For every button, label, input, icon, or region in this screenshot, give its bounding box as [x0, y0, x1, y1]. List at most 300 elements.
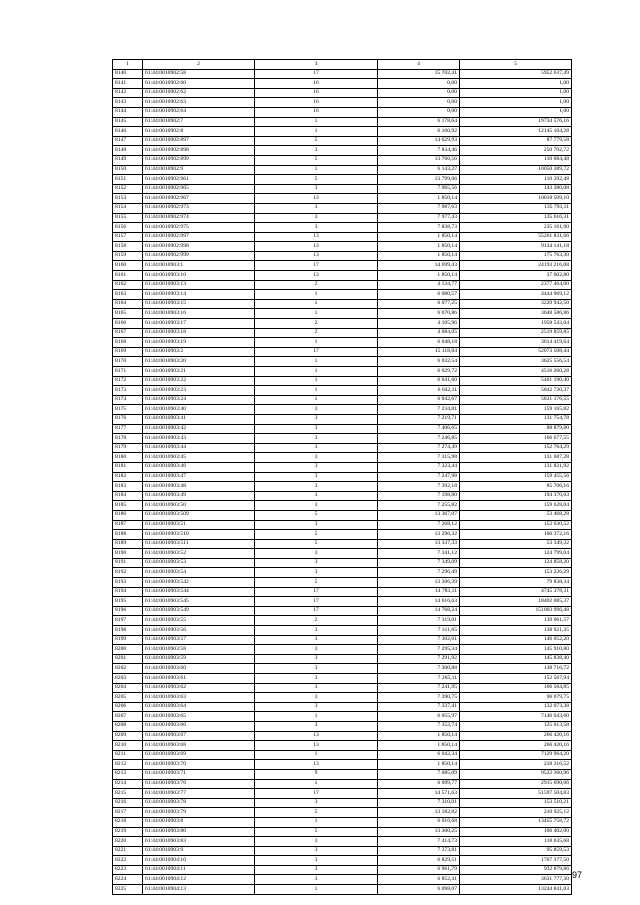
specific-value-cell: 7 337,41 — [378, 702, 460, 712]
total-value-cell: 159 455,56 — [460, 472, 572, 482]
table-row — [113, 520, 572, 530]
group-code-cell: 3 — [255, 856, 378, 866]
table-row — [113, 693, 572, 703]
total-value-cell: 175 763,30 — [460, 251, 572, 261]
header-cell-4: 4 — [378, 60, 460, 70]
total-value-cell: 194 370,03 — [460, 491, 572, 501]
table-row — [113, 769, 572, 779]
specific-value-cell: 1 850,14 — [378, 251, 460, 261]
total-value-cell: 5831 176,55 — [460, 395, 572, 405]
cadastral-number-cell: 61:44:0010903:18 — [143, 328, 255, 338]
group-code-cell: 1 — [255, 290, 378, 300]
row-number-cell: 8171 — [113, 367, 143, 377]
total-value-cell: 135 793,11 — [460, 203, 572, 213]
specific-value-cell: 14 629,93 — [378, 136, 460, 146]
cadastral-number-cell: 61:44:0010903:77 — [143, 789, 255, 799]
group-code-cell: 3 — [255, 837, 378, 847]
row-number-cell: 8175 — [113, 405, 143, 415]
cadastral-number-cell: 61:44:0010903:48 — [143, 482, 255, 492]
total-value-cell: 7146 043,60 — [460, 712, 572, 722]
group-code-cell: 3 — [255, 558, 378, 568]
total-value-cell: 152 567,94 — [460, 674, 572, 684]
specific-value-cell: 7 392,18 — [378, 482, 460, 492]
table-row — [113, 741, 572, 751]
group-code-cell: 1 — [255, 338, 378, 348]
row-number-cell: 8154 — [113, 203, 143, 213]
table-row — [113, 568, 572, 578]
table-row — [113, 184, 572, 194]
cadastral-number-cell: 61:44:0010902:897 — [143, 136, 255, 146]
row-number-cell: 8169 — [113, 347, 143, 357]
total-value-cell: 139 061,57 — [460, 616, 572, 626]
total-value-cell: 51597 504,83 — [460, 789, 572, 799]
row-number-cell: 8224 — [113, 875, 143, 885]
table-row — [113, 309, 572, 319]
specific-value-cell: 14 783,11 — [378, 587, 460, 597]
specific-value-cell: 7 198,80 — [378, 491, 460, 501]
total-value-cell: 1958 543,04 — [460, 319, 572, 329]
specific-value-cell: 7 234,81 — [378, 405, 460, 415]
header-cell-5: 5 — [460, 60, 572, 70]
total-value-cell: 218 316,52 — [460, 760, 572, 770]
specific-value-cell: 6 178,64 — [378, 117, 460, 127]
group-code-cell: 3 — [255, 568, 378, 578]
specific-value-cell: 13 306,39 — [378, 578, 460, 588]
cadastral-number-cell: 61:44:0010903:509 — [143, 510, 255, 520]
cadastral-number-cell: 61:44:0010903:66 — [143, 721, 255, 731]
row-number-cell: 8218 — [113, 817, 143, 827]
specific-value-cell: 7 838,73 — [378, 223, 460, 233]
cadastral-number-cell: 61:44:0010903:64 — [143, 702, 255, 712]
group-code-cell: 3 — [255, 405, 378, 415]
specific-value-cell: 7 291,92 — [378, 654, 460, 664]
group-code-cell: 3 — [255, 491, 378, 501]
table-row — [113, 731, 572, 741]
total-value-cell: 3614 419,64 — [460, 338, 572, 348]
row-number-cell: 8198 — [113, 626, 143, 636]
group-code-cell: 16 — [255, 107, 378, 117]
group-code-cell: 17 — [255, 261, 378, 271]
group-code-cell: 3 — [255, 203, 378, 213]
specific-value-cell: 14 699,43 — [378, 261, 460, 271]
total-value-cell: 151003 996,48 — [460, 606, 572, 616]
specific-value-cell: 6 029,72 — [378, 367, 460, 377]
table-row — [113, 194, 572, 204]
cadastral-number-cell: 61:44:0010903:79 — [143, 808, 255, 818]
header-cell-1: 1 — [113, 60, 143, 70]
specific-value-cell: 6 048,18 — [378, 338, 460, 348]
group-code-cell: 3 — [255, 721, 378, 731]
specific-value-cell: 15 702,41 — [378, 69, 460, 79]
table-row — [113, 856, 572, 866]
table-row — [113, 798, 572, 808]
group-code-cell: 1 — [255, 376, 378, 386]
specific-value-cell: 13 337,33 — [378, 539, 460, 549]
total-value-cell: 118 635,68 — [460, 837, 572, 847]
group-code-cell: 3 — [255, 462, 378, 472]
specific-value-cell: 1 850,14 — [378, 731, 460, 741]
specific-value-cell: 6 042,67 — [378, 395, 460, 405]
total-value-cell: 159 165,82 — [460, 405, 572, 415]
cadastral-number-cell: 61:44:0010903:76 — [143, 779, 255, 789]
table-row — [113, 808, 572, 818]
group-code-cell: 1 — [255, 309, 378, 319]
group-code-cell: 1 — [255, 885, 378, 895]
total-value-cell: 1,00 — [460, 98, 572, 108]
total-value-cell: 7129 964,20 — [460, 750, 572, 760]
group-code-cell: 3 — [255, 683, 378, 693]
total-value-cell: 131 821,92 — [460, 462, 572, 472]
group-code-cell: 1 — [255, 127, 378, 137]
cadastral-number-cell: 61:44:0010903:80 — [143, 827, 255, 837]
row-number-cell: 8182 — [113, 472, 143, 482]
specific-value-cell: 7 268,12 — [378, 520, 460, 530]
cadastral-number-cell: 61:44:0010903:24 — [143, 395, 255, 405]
cadastral-number-cell: 61:44:0010904:10 — [143, 856, 255, 866]
total-value-cell: 24193 216,08 — [460, 261, 572, 271]
total-value-cell: 1,00 — [460, 107, 572, 117]
table-row — [113, 664, 572, 674]
total-value-cell: 250 702,72 — [460, 146, 572, 156]
total-value-cell: 235 161,90 — [460, 223, 572, 233]
cadastral-number-cell: 61:44:0010903:14 — [143, 290, 255, 300]
total-value-cell: 145 910,80 — [460, 645, 572, 655]
row-number-cell: 8153 — [113, 194, 143, 204]
total-value-cell: 124 858,20 — [460, 558, 572, 568]
row-number-cell: 8173 — [113, 386, 143, 396]
group-code-cell: 1 — [255, 117, 378, 127]
cadastral-number-cell: 61:44:0010903:68 — [143, 741, 255, 751]
table-row — [113, 242, 572, 252]
group-code-cell: 3 — [255, 453, 378, 463]
row-number-cell: 8177 — [113, 424, 143, 434]
table-row — [113, 635, 572, 645]
row-number-cell: 8203 — [113, 674, 143, 684]
group-code-cell: 17 — [255, 606, 378, 616]
specific-value-cell: 6 099,77 — [378, 779, 460, 789]
row-number-cell: 8167 — [113, 328, 143, 338]
specific-value-cell: 7 319,01 — [378, 616, 460, 626]
group-code-cell: 5 — [255, 808, 378, 818]
total-value-cell: 266 420,16 — [460, 741, 572, 751]
cadastral-number-cell: 61:44:0010903:40 — [143, 405, 255, 415]
cadastral-number-cell: 61:44:0010902:973 — [143, 203, 255, 213]
row-number-cell: 8217 — [113, 808, 143, 818]
row-number-cell: 8183 — [113, 482, 143, 492]
specific-value-cell: 7 341,12 — [378, 549, 460, 559]
table-body — [113, 69, 572, 894]
group-code-cell: 1 — [255, 357, 378, 367]
total-value-cell: 2519 859,85 — [460, 328, 572, 338]
row-number-cell: 8158 — [113, 242, 143, 252]
specific-value-cell: 7 302,61 — [378, 635, 460, 645]
table-row — [113, 443, 572, 453]
group-code-cell: 3 — [255, 674, 378, 684]
total-value-cell: 3648 586,86 — [460, 309, 572, 319]
table-row — [113, 271, 572, 281]
cadastral-number-cell: 61:44:0010903:51 — [143, 520, 255, 530]
specific-value-cell: 1 850,14 — [378, 271, 460, 281]
cadastral-number-cell: 61:44:0010903:19 — [143, 338, 255, 348]
specific-value-cell: 7 219,71 — [378, 414, 460, 424]
table-row — [113, 261, 572, 271]
group-code-cell: 3 — [255, 865, 378, 875]
cadastral-number-cell: 61:44:0010902:975 — [143, 223, 255, 233]
total-value-cell: 88 879,80 — [460, 424, 572, 434]
specific-value-cell: 14 616,63 — [378, 597, 460, 607]
cadastral-number-cell: 61:44:0010902:965 — [143, 184, 255, 194]
row-number-cell: 8143 — [113, 98, 143, 108]
group-code-cell: 3 — [255, 846, 378, 856]
row-number-cell: 8163 — [113, 290, 143, 300]
row-number-cell: 8204 — [113, 683, 143, 693]
table-row — [113, 107, 572, 117]
total-value-cell: 1,00 — [460, 88, 572, 98]
cadastral-number-cell: 61:44:0010903:65 — [143, 712, 255, 722]
cadastral-number-cell: 61:44:0010902:974 — [143, 213, 255, 223]
group-code-cell: 3 — [255, 424, 378, 434]
specific-value-cell: 6 961,79 — [378, 865, 460, 875]
group-code-cell: 1 — [255, 165, 378, 175]
cadastral-number-cell: 61:44:0010903:59 — [143, 654, 255, 664]
group-code-cell: 16 — [255, 98, 378, 108]
total-value-cell: 55261 831,66 — [460, 232, 572, 242]
table-row — [113, 472, 572, 482]
row-number-cell: 8165 — [113, 309, 143, 319]
row-number-cell: 8144 — [113, 107, 143, 117]
row-number-cell: 8147 — [113, 136, 143, 146]
table-row — [113, 357, 572, 367]
total-value-cell: 3220 942,50 — [460, 299, 572, 309]
row-number-cell: 8162 — [113, 280, 143, 290]
cadastral-number-cell: 61:44:0010903:46 — [143, 462, 255, 472]
cadastral-number-cell: 61:44:0010903:60 — [143, 664, 255, 674]
table-row — [113, 779, 572, 789]
data-table — [112, 59, 572, 895]
specific-value-cell: 7 315,98 — [378, 453, 460, 463]
cadastral-number-cell: 61:44:0010903:9 — [143, 846, 255, 856]
total-value-cell: 53 468,28 — [460, 510, 572, 520]
table-row — [113, 98, 572, 108]
total-value-cell: 106 372,16 — [460, 530, 572, 540]
row-number-cell: 8142 — [113, 88, 143, 98]
total-value-cell: 135 616,31 — [460, 213, 572, 223]
table-row — [113, 328, 572, 338]
cadastral-number-cell: 61:44:0010903:54 — [143, 568, 255, 578]
total-value-cell: 166 677,55 — [460, 434, 572, 444]
group-code-cell: 1 — [255, 750, 378, 760]
group-code-cell: 3 — [255, 654, 378, 664]
cadastral-number-cell: 61:44:0010903:43 — [143, 434, 255, 444]
specific-value-cell: 7 300,88 — [378, 664, 460, 674]
cadastral-number-cell: 61:44:0010903:511 — [143, 539, 255, 549]
row-number-cell: 8140 — [113, 69, 143, 79]
cadastral-number-cell: 61:44:0010903:71 — [143, 769, 255, 779]
cadastral-number-cell: 61:44:0010903:549 — [143, 606, 255, 616]
group-code-cell: 5 — [255, 530, 378, 540]
table-row — [113, 136, 572, 146]
total-value-cell: 95 859,53 — [460, 846, 572, 856]
row-number-cell: 8189 — [113, 539, 143, 549]
group-code-cell: 3 — [255, 414, 378, 424]
total-value-cell: 138 716,72 — [460, 664, 572, 674]
group-code-cell: 3 — [255, 626, 378, 636]
total-value-cell: 37 002,80 — [460, 271, 572, 281]
row-number-cell: 8197 — [113, 616, 143, 626]
cadastral-number-cell: 61:44:0010903:52 — [143, 549, 255, 559]
row-number-cell: 8194 — [113, 587, 143, 597]
table-row — [113, 865, 572, 875]
table-row — [113, 549, 572, 559]
specific-value-cell: 4 105,96 — [378, 319, 460, 329]
group-code-cell: 3 — [255, 645, 378, 655]
cadastral-number-cell: 61:44:0010903:70 — [143, 760, 255, 770]
specific-value-cell: 1 850,14 — [378, 194, 460, 204]
specific-value-cell: 13 766,56 — [378, 155, 460, 165]
table-row — [113, 386, 572, 396]
specific-value-cell: 7 977,43 — [378, 213, 460, 223]
specific-value-cell: 7 085,09 — [378, 769, 460, 779]
total-value-cell: 110 084,48 — [460, 155, 572, 165]
table-row — [113, 482, 572, 492]
group-code-cell: 3 — [255, 520, 378, 530]
row-number-cell: 8164 — [113, 299, 143, 309]
row-number-cell: 8215 — [113, 789, 143, 799]
group-code-cell: 5 — [255, 539, 378, 549]
table-row — [113, 674, 572, 684]
group-code-cell: 13 — [255, 741, 378, 751]
row-number-cell: 8168 — [113, 338, 143, 348]
cadastral-number-cell: 61:44:0010903:50 — [143, 501, 255, 511]
table-row — [113, 395, 572, 405]
cadastral-number-cell: 61:44:0010904:13 — [143, 885, 255, 895]
cadastral-number-cell: 61:44:0010903:44 — [143, 443, 255, 453]
row-number-cell: 8141 — [113, 79, 143, 89]
specific-value-cell: 1 850,14 — [378, 741, 460, 751]
table-row — [113, 203, 572, 213]
row-number-cell: 8178 — [113, 434, 143, 444]
specific-value-cell: 7 255,82 — [378, 501, 460, 511]
specific-value-cell: 7 390,75 — [378, 693, 460, 703]
cadastral-number-cell: 61:44:0010902:8 — [143, 127, 255, 137]
cadastral-number-cell: 61:44:0010902:961 — [143, 175, 255, 185]
group-code-cell: 3 — [255, 875, 378, 885]
total-value-cell: 10018 509,10 — [460, 194, 572, 204]
specific-value-cell: 0,00 — [378, 88, 460, 98]
table-row — [113, 846, 572, 856]
total-value-cell: 131 687,28 — [460, 453, 572, 463]
total-value-cell: 159 628,04 — [460, 501, 572, 511]
cadastral-number-cell: 61:44:0010902:64 — [143, 107, 255, 117]
specific-value-cell: 7 247,98 — [378, 472, 460, 482]
cadastral-number-cell: 61:44:0010902:58 — [143, 69, 255, 79]
specific-value-cell: 7 323,44 — [378, 462, 460, 472]
total-value-cell: 85 706,16 — [460, 482, 572, 492]
table-row — [113, 155, 572, 165]
table-row — [113, 558, 572, 568]
total-value-cell: 5842 720,37 — [460, 386, 572, 396]
table-row — [113, 578, 572, 588]
cadastral-number-cell: 61:44:0010902:60 — [143, 79, 255, 89]
cadastral-number-cell: 61:44:0010903:8 — [143, 817, 255, 827]
table-row — [113, 645, 572, 655]
cadastral-number-cell: 61:44:0010902:998 — [143, 242, 255, 252]
row-number-cell: 8221 — [113, 846, 143, 856]
specific-value-cell: 6 077,25 — [378, 299, 460, 309]
specific-value-cell: 6 041,60 — [378, 376, 460, 386]
row-number-cell: 8200 — [113, 645, 143, 655]
table-row — [113, 79, 572, 89]
total-value-cell: 166 564,85 — [460, 683, 572, 693]
table-row — [113, 510, 572, 520]
total-value-cell: 4444 969,12 — [460, 290, 572, 300]
table-row — [113, 885, 572, 895]
total-value-cell: 18402 085,37 — [460, 597, 572, 607]
table-row — [113, 530, 572, 540]
table-row — [113, 817, 572, 827]
cadastral-number-cell: 61:44:0010904:11 — [143, 865, 255, 875]
cadastral-number-cell: 61:44:0010903:15 — [143, 299, 255, 309]
row-number-cell: 8146 — [113, 127, 143, 137]
specific-value-cell: 7 241,95 — [378, 683, 460, 693]
cadastral-number-cell: 61:44:0010903:56 — [143, 626, 255, 636]
specific-value-cell: 0,00 — [378, 98, 460, 108]
specific-value-cell: 7 246,85 — [378, 434, 460, 444]
row-number-cell: 8214 — [113, 779, 143, 789]
table-row — [113, 69, 572, 79]
total-value-cell: 53 349,32 — [460, 539, 572, 549]
row-number-cell: 8193 — [113, 578, 143, 588]
row-number-cell: 8220 — [113, 837, 143, 847]
group-code-cell: 3 — [255, 184, 378, 194]
total-value-cell: 5401 190,40 — [460, 376, 572, 386]
total-value-cell: 19734 576,16 — [460, 117, 572, 127]
row-number-cell: 8187 — [113, 520, 143, 530]
group-code-cell: 2 — [255, 328, 378, 338]
group-code-cell: 13 — [255, 760, 378, 770]
row-number-cell: 8181 — [113, 462, 143, 472]
total-value-cell: 9134 141,18 — [460, 242, 572, 252]
row-number-cell: 8184 — [113, 491, 143, 501]
group-code-cell: 3 — [255, 501, 378, 511]
row-number-cell: 8170 — [113, 357, 143, 367]
row-number-cell: 8179 — [113, 443, 143, 453]
group-code-cell: 5 — [255, 827, 378, 837]
group-code-cell: 16 — [255, 88, 378, 98]
total-value-cell: 1,00 — [460, 79, 572, 89]
row-number-cell: 8209 — [113, 731, 143, 741]
row-number-cell: 8213 — [113, 769, 143, 779]
cadastral-number-cell: 61:44:0010902:63 — [143, 98, 255, 108]
table-row — [113, 597, 572, 607]
cadastral-number-cell: 61:44:0010903:16 — [143, 309, 255, 319]
cadastral-number-cell: 61:44:0010903:69 — [143, 750, 255, 760]
row-number-cell: 8157 — [113, 232, 143, 242]
table-row — [113, 127, 572, 137]
row-number-cell: 8176 — [113, 414, 143, 424]
row-number-cell: 8212 — [113, 760, 143, 770]
cadastral-number-cell: 61:44:0010903:41 — [143, 414, 255, 424]
group-code-cell: 3 — [255, 223, 378, 233]
row-number-cell: 8149 — [113, 155, 143, 165]
table-row — [113, 319, 572, 329]
table-row — [113, 299, 572, 309]
table-row — [113, 616, 572, 626]
table-row — [113, 280, 572, 290]
specific-value-cell: 7 349,09 — [378, 558, 460, 568]
specific-value-cell: 13 182,82 — [378, 808, 460, 818]
group-code-cell: 5 — [255, 578, 378, 588]
